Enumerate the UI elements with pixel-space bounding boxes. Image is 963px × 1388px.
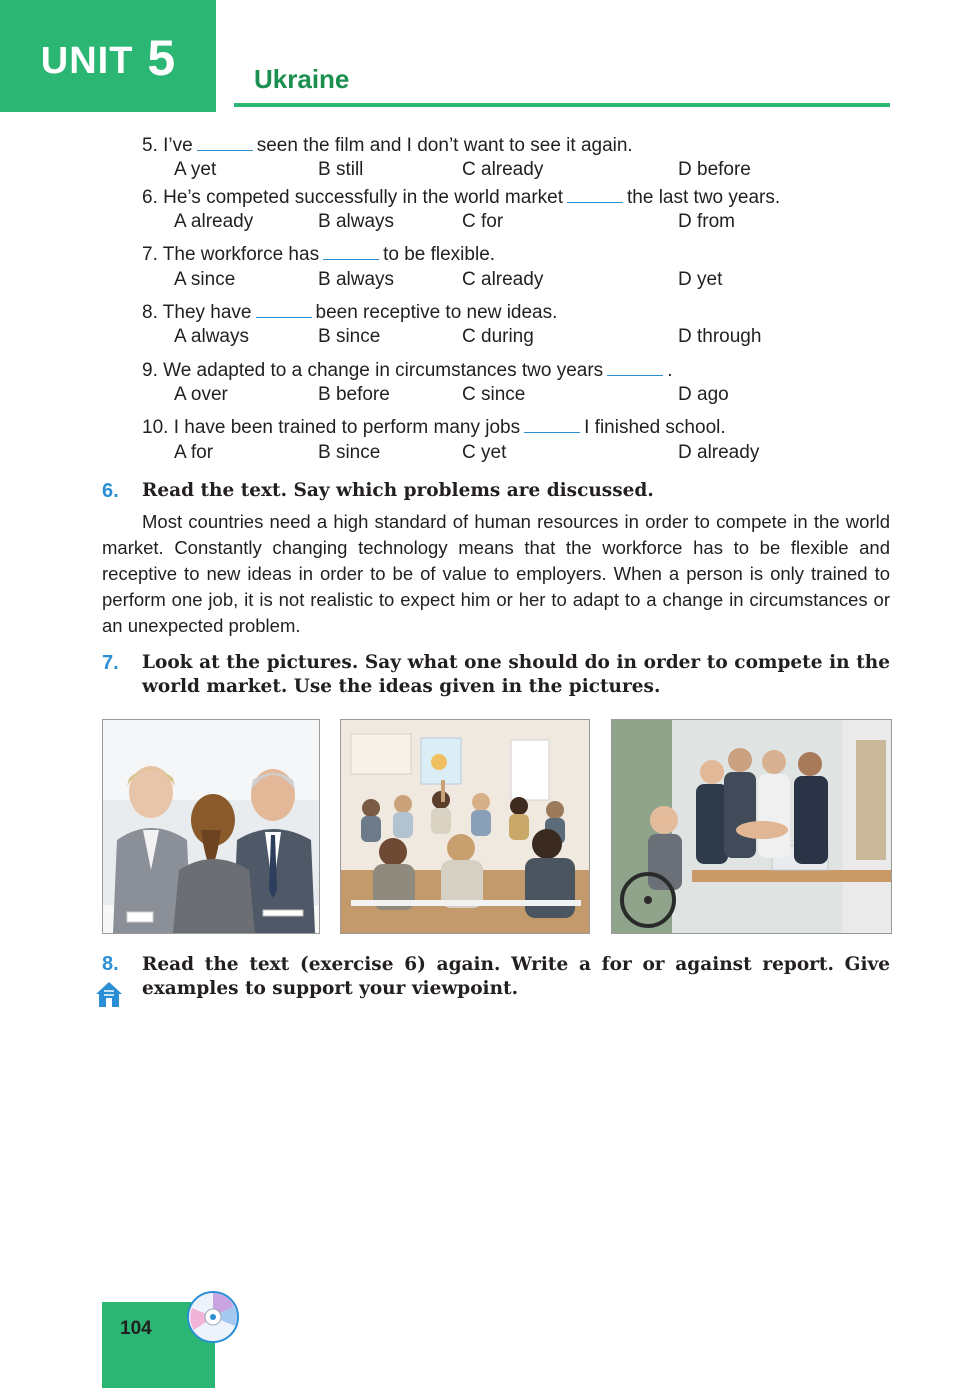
option: B still xyxy=(318,159,364,180)
picture-training-class xyxy=(340,719,590,934)
option: A over xyxy=(174,384,228,405)
question-5: 5. I’ve seen the film and I don’t want to see it again. xyxy=(142,135,633,156)
option: D from xyxy=(678,211,735,232)
unit-badge xyxy=(0,0,216,112)
question-7: 7. The workforce has to be flexible. xyxy=(142,244,496,265)
option: A for xyxy=(174,442,214,463)
option: D through xyxy=(678,326,762,347)
question-9: 9. We adapted to a change in circumstances two years . xyxy=(142,360,673,381)
exercise-8-instruction: Read the text (exercise 6) again. Write a for or against report. Give examples to support your viewpoint. xyxy=(142,954,890,999)
header-rule xyxy=(234,103,890,107)
option: C for xyxy=(462,211,504,232)
exercise-7-number: 7. xyxy=(102,652,119,674)
home-icon xyxy=(94,979,124,1009)
question-8: 8. They have been receptive to new ideas. xyxy=(142,302,558,323)
option: A already xyxy=(174,211,254,232)
answer-blank xyxy=(607,358,663,376)
option: B before xyxy=(318,384,390,405)
answer-blank xyxy=(256,300,312,318)
option: D before xyxy=(678,159,751,180)
picture-job-interview xyxy=(102,719,320,934)
reading-text: Most countries need a high standard of human resources in order to compete in the world market. Constantly changing technology means that the workforce has to be flexible and receptive to new ideas in order to be of value to employers. When a person is only trained to perform one job, it is not realistic to expect him or her to adapt to a change in circumstances or an unexpected problem. xyxy=(102,511,890,636)
option: C since xyxy=(462,384,526,405)
option: B always xyxy=(318,211,395,232)
answer-blank xyxy=(567,185,623,203)
exercise-7-instruction: Look at the pictures. Say what one should do in order to compete in the world market. Use the ideas given in the pictures. xyxy=(142,652,890,697)
picture-business-team xyxy=(611,719,892,934)
option: A yet xyxy=(174,159,217,180)
option: A since xyxy=(174,269,236,290)
option: D yet xyxy=(678,269,723,290)
option: C during xyxy=(462,326,534,347)
exercise-8-number: 8. xyxy=(102,953,119,975)
question-6: 6. He’s competed successfully in the world market the last two years. xyxy=(142,187,781,208)
exercise-6-number: 6. xyxy=(102,480,119,502)
option: D ago xyxy=(678,384,729,405)
question-10: 10. I have been trained to perform many jobs I finished school. xyxy=(142,417,726,438)
option: B since xyxy=(318,442,381,463)
option: B always xyxy=(318,269,395,290)
option: D already xyxy=(678,442,760,463)
option: C already xyxy=(462,159,544,180)
option: B since xyxy=(318,326,381,347)
option: C yet xyxy=(462,442,507,463)
answer-blank xyxy=(524,415,580,433)
exercise-6-instruction: Read the text. Say which problems are discussed. xyxy=(142,480,654,501)
option: A always xyxy=(174,326,249,347)
unit-number: 5 xyxy=(147,30,176,86)
cd-icon xyxy=(186,1290,240,1344)
unit-title: Ukraine xyxy=(254,64,350,94)
answer-blank xyxy=(197,133,253,151)
unit-label: UNIT xyxy=(40,39,134,82)
option: C already xyxy=(462,269,544,290)
answer-blank xyxy=(323,242,379,260)
page-number: 104 xyxy=(120,1318,152,1339)
